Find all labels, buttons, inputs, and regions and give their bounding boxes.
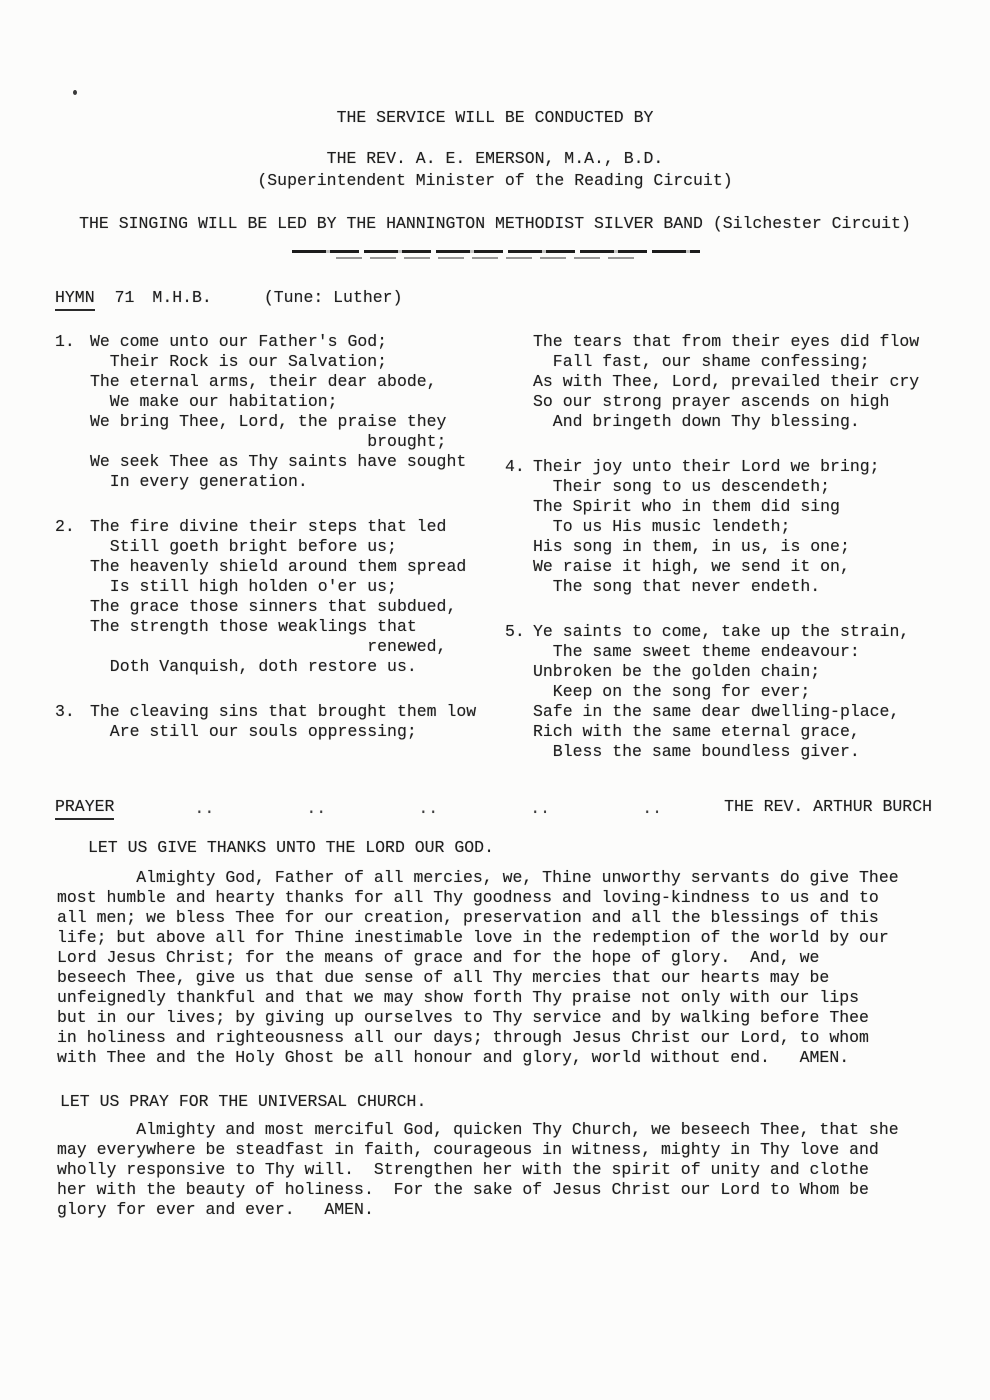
- verse-lines: [533, 622, 955, 762]
- leader-dot-group: ..: [530, 799, 551, 818]
- verse-lines: [90, 702, 505, 742]
- hymn-line: We come unto our Father's God;: [90, 332, 388, 351]
- hymn-line: Their joy unto their Lord we bring;: [533, 457, 880, 476]
- paragraph-line: glory for ever and ever. AMEN.: [57, 1200, 374, 1219]
- hymn-line: The eternal arms, their dear abode,: [90, 372, 437, 391]
- verse-number: 5.: [505, 622, 525, 641]
- hymn-line: Are still our souls oppressing;: [90, 722, 417, 741]
- prayer-led-by: THE REV. ARTHUR BURCH: [724, 797, 932, 816]
- singing-led-by-line: THE SINGING WILL BE LED BY THE HANNINGTON METHODIST SILVER BAND (Silchester Circuit): [79, 214, 911, 233]
- leader-dot-group: ..: [418, 799, 439, 818]
- hymn-line: Unbroken be the golden chain;: [533, 662, 821, 681]
- hymn-line: We bring Thee, Lord, the praise they: [90, 412, 447, 431]
- paragraph-line: unfeignedly thankful and that we may show forth Thy praise not only with our lips: [57, 988, 860, 1007]
- hymn-verse-1: [55, 332, 505, 492]
- prayer-label: PRAYER: [55, 797, 114, 820]
- verse-lines: [533, 332, 955, 432]
- verse-number: 4.: [505, 457, 525, 476]
- paragraph-line: wholly responsive to Thy will. Strengthen her with the spirit of unity and clothe: [57, 1160, 869, 1179]
- paragraph-line: beseech Thee, give us that due sense of all Thy mercies that our hearts may be: [57, 968, 830, 987]
- hymn-line: So our strong prayer ascends on high: [533, 392, 890, 411]
- hymn-verse-3: [55, 702, 505, 742]
- paragraph-line: but in our lives; by giving up ourselves to Thy service and by walking before Thee: [57, 1008, 869, 1027]
- leader-dot-group: ..: [642, 799, 663, 818]
- stray-ink-mark: [73, 90, 77, 95]
- paragraph-line: with Thee and the Holy Ghost be all honour and glory, world without end. AMEN.: [57, 1048, 850, 1067]
- hymn-line: The grace those sinners that subdued,: [90, 597, 457, 616]
- hymn-book: M.H.B.: [152, 288, 212, 307]
- paragraph-line: all men; we bless Thee for our creation, preservation and all the blessings of this: [57, 908, 879, 927]
- verse-lines: [533, 457, 955, 597]
- verse-number: [505, 332, 533, 432]
- hymn-line: The heavenly shield around them spread: [90, 557, 467, 576]
- hymn-left-column: [55, 332, 505, 767]
- verse-number: 1.: [55, 332, 75, 351]
- hymn-line: The Spirit who in them did sing: [533, 497, 840, 516]
- leader-dots: [194, 799, 662, 819]
- thanksgiving-paragraph: [57, 868, 899, 1068]
- hymn-verse-2: [55, 517, 505, 677]
- leader-dot-group: ..: [306, 799, 327, 818]
- hymn-line: And bringeth down Thy blessing.: [533, 412, 860, 431]
- hymn-line: The fire divine their steps that led: [90, 517, 447, 536]
- hymn-line: The tears that from their eyes did flow: [533, 332, 920, 351]
- hymn-line: Their Rock is our Salvation;: [90, 352, 388, 371]
- hymn-line: As with Thee, Lord, prevailed their cry: [533, 372, 920, 391]
- minister-role-line: (Superintendent Minister of the Reading Circuit): [257, 171, 733, 190]
- verse-lines: [90, 332, 505, 492]
- dashed-divider: [292, 250, 700, 253]
- hymn-verse-4: [505, 457, 955, 597]
- hymn-line: His song in them, in us, is one;: [533, 537, 850, 556]
- leader-dot-group: ..: [194, 799, 215, 818]
- hymn-label: HYMN: [55, 288, 95, 311]
- hymn-verse-3-continued: [505, 332, 955, 432]
- verse-number: 2.: [55, 517, 75, 536]
- hymn-line: The strength those weaklings that: [90, 617, 417, 636]
- hymn-line: To us His music lendeth;: [533, 517, 791, 536]
- verse-number: 3.: [55, 702, 75, 721]
- hymn-line: The song that never endeth.: [533, 577, 821, 596]
- hymn-line: Doth Vanquish, doth restore us.: [90, 657, 417, 676]
- hymn-heading: [55, 288, 402, 311]
- paragraph-line: in holiness and righteousness all our days; through Jesus Christ our Lord, to whom: [57, 1028, 869, 1047]
- hymn-line: Ye saints to come, take up the strain,: [533, 622, 910, 641]
- hymn-line: Is still high holden o'er us;: [90, 577, 397, 596]
- paragraph-line: Almighty God, Father of all mercies, we, Thine unworthy servants do give Thee: [57, 868, 899, 887]
- hymn-tune: (Tune: Luther): [263, 288, 403, 307]
- paragraph-line: her with the beauty of holiness. For the sake of Jesus Christ our Lord to Whom be: [57, 1180, 869, 1199]
- dashed-divider-echo: [336, 257, 636, 259]
- hymn-line: Fall fast, our shame confessing;: [533, 352, 870, 371]
- paragraph-line: Lord Jesus Christ; for the means of grace and for the hope of glory. And, we: [57, 948, 820, 967]
- hymn-line: Bless the same boundless giver.: [533, 742, 860, 761]
- paragraph-line: most humble and hearty thanks for all Thy goodness and loving-kindness to us and to: [57, 888, 879, 907]
- hymn-right-column: [505, 332, 955, 787]
- hymn-line: In every generation.: [90, 472, 308, 491]
- hymn-line: We seek Thee as Thy saints have sought: [90, 452, 467, 471]
- paragraph-line: Almighty and most merciful God, quicken Thy Church, we beseech Thee, that she: [57, 1120, 899, 1139]
- paragraph-line: life; but above all for Thine inestimable love in the redemption of the world by our: [57, 928, 889, 947]
- hymn-line: Their song to us descendeth;: [533, 477, 831, 496]
- conducted-by-line: THE SERVICE WILL BE CONDUCTED BY: [336, 108, 654, 127]
- hymn-line: The same sweet theme endeavour:: [533, 642, 860, 661]
- hymn-verse-5: [505, 622, 955, 762]
- universal-church-heading: LET US PRAY FOR THE UNIVERSAL CHURCH.: [60, 1092, 427, 1111]
- verse-lines: [90, 517, 505, 677]
- hymn-line: brought;: [90, 432, 447, 451]
- hymn-line: Safe in the same dear dwelling-place,: [533, 702, 900, 721]
- minister-name-line: THE REV. A. E. EMERSON, M.A., B.D.: [326, 149, 664, 168]
- hymn-line: Still goeth bright before us;: [90, 537, 397, 556]
- hymn-line: Keep on the song for ever;: [533, 682, 811, 701]
- universal-church-paragraph: [57, 1120, 899, 1220]
- hymn-line: The cleaving sins that brought them low: [90, 702, 477, 721]
- paragraph-line: may everywhere be steadfast in faith, courageous in witness, mighty in Thy love and: [57, 1140, 879, 1159]
- hymn-line: Rich with the same eternal grace,: [533, 722, 860, 741]
- hymn-number: 71: [114, 288, 135, 307]
- hymn-line: We raise it high, we send it on,: [533, 557, 850, 576]
- hymn-line: We make our habitation;: [90, 392, 338, 411]
- thanksgiving-heading: LET US GIVE THANKS UNTO THE LORD OUR GOD.: [88, 838, 494, 857]
- prayer-row: [55, 797, 932, 820]
- hymn-line: renewed,: [90, 637, 447, 656]
